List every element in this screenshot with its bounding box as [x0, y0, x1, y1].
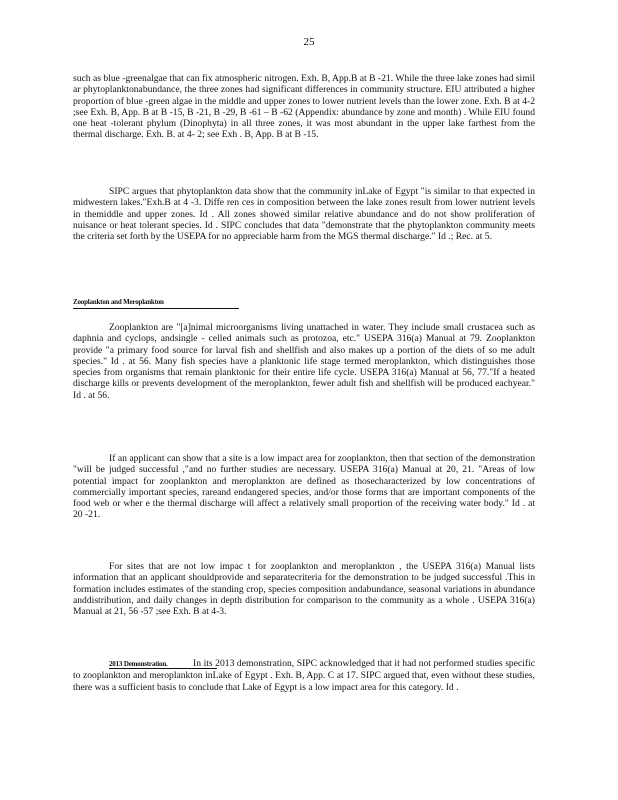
paragraph-text: SIPC argues that phytoplankton data show that the community inLake of Egypt "is similar to that expected in midwestern lakes."Exh.B at 4 -3. Diffe ren ces in composition between the lake zones result from lower nutrient levels in themiddle and upper zones. Id . All zones showed similar relative abundance and do not show proliferation of nuisance or heat tolerant species. Id . SIPC concludes that data "demonstrate that the phytoplankton community meets the criteria set forth by the USEPA for no appreciable harm from the MGS thermal discharge." Id .; Rec. at 5. — [73, 186, 535, 243]
inline-heading-underline — [109, 668, 217, 669]
paragraph-text: Zooplankton are "[a]nimal microorganisms living unattached in water. They include small crustacea such as daphnia and cyclops, andsingle - celled animals such as protozoa, etc." USEPA 316(a) Manual at 79. Zooplankton provide "a primary food source for larval fish and shellfish and also makes up a portion of the diets of so me adult species." Id . at 56. Many fish species have a planktonic life stage termed meroplankton, which distinguishes those species from organisms that remain planktonic for their entire life cycle. USEPA 316(a) Manual at 56, 77."If a heated discharge kills or prevents development of the meroplankton, fewer adult fish and shellfish will be produced eachyear." Id . at 56. — [73, 322, 535, 401]
paragraph-zooplankton-definition — [73, 322, 535, 401]
paragraph-not-low-impact — [73, 561, 535, 617]
section-heading-underline — [73, 308, 239, 309]
paragraph-text: For sites that are not low impac t for zooplankton and meroplankton , the USEPA 316(a) Manual lists information that an applicant shouldprovide and separatecriteria for the demonstration to be judged successful .This in formation includes estimates of the standing crop, species composition andabundance, seasonal variations in abundance anddistribution, and daily changes in depth distribution for comparison to the community as a whole . USEPA 316(a) Manual at 21, 56 -57 ;see Exh. B at 4-3. — [73, 561, 535, 618]
paragraph-phytoplankton-results — [73, 73, 535, 141]
inline-heading: 2013 Demonstration. — [109, 660, 168, 668]
page-number: 25 — [303, 36, 315, 48]
paragraph-text: such as blue -greenalgae that can fix atmospheric nitrogen. Exh. B, App.B at B -21. While the three lake zones had simil ar phytoplanktonabundance, the three zones had significant differences in community structure. EIU attributed a higher proportion of blue -green algae in the middle and upper zones to lower nutrient levels than the lower zone. Exh. B at 4-2 ;see Exh. B, App. B at B -15, B -21, B -29, B -61 – B -62 (Appendix: abundance by zone and month) . While EIU found one heat -tolerant phylum (Dinophyta) in all three zones, it was most abundant in the upper lake farthest from the thermal discharge. Exh. B. at 4- 2; see Exh . B, App. B at B -15. — [73, 73, 535, 141]
paragraph-text: If an applicant can show that a site is a low impact area for zooplankton, then that section of the demonstration "will be judged successful ,"and no further studies are necessary. USEPA 316(a) Manual at 20, 21. "Areas of low potential impact for zooplankton and meroplankton are defined as thosecharacterized by low concentrations of commercially important species, rareand endangered species, and/or those forms that are important components of the food web or wher e the thermal discharge will affect a relatively small proportion of the receiving water body." Id . at 20 -21. — [73, 453, 535, 521]
paragraph-text: In its 2013 demonstration, SIPC acknowledged that it had not performed studies specific to zooplankton and meroplankton inLake of Egypt . Exh. B, App. C at 17. SIPC argued that, even without these studies, there was a sufficient basis to conclude that Lake of Egypt is a low impact area for this category. Id . — [73, 658, 536, 693]
paragraph-sipc-phytoplankton-argument — [73, 186, 535, 242]
paragraph-2013-demonstration — [73, 658, 535, 693]
section-heading: Zooplankton and Meroplankton — [73, 298, 164, 306]
paragraph-low-impact-area — [73, 453, 535, 521]
